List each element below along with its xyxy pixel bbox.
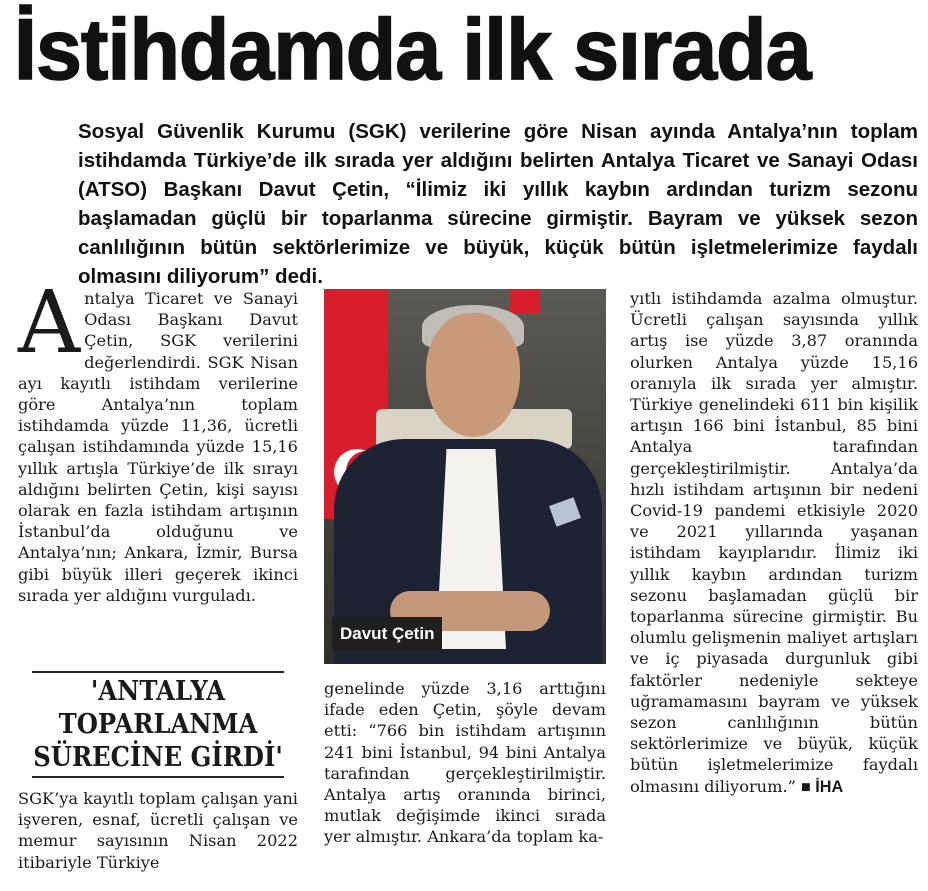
lead-paragraph: Sosyal Güvenlik Kurumu (SGK) verilerine göre Nisan ayında Antalya’nın toplam istihdamda Türkiye’de ilk sırada yer aldığını belirten Antalya Ticaret ve Sanayi Odası (ATSO) Başkanı Davut Çetin, “İlimiz iki yıllık kaybın ardından turizm sezonu başlamadan güçlü bir toparlanma sürecine girmiştir. Bayram ve yüksek sezon canlılığının bütün sektörlerimize ve büyük, küçük bütün işletmelerimize faydalı olmasını diliyorum” dedi.: [78, 120, 918, 288]
photo-caption: Davut Çetin: [332, 617, 442, 651]
subheading-text: 'ANTALYA TOPARLANMA SÜRECİNE GİRDİ': [33, 676, 283, 773]
face: [426, 313, 520, 437]
column-3-text: yıtlı istihdamda azalma olmuştur. Ücretli çalışan sayısında yıllık artış ise yüzde 3,87 oranında olurken Antalya yüzde 15,16 oranıyla ilk sırada yer almıştır. Türkiye genelindeki 611 bin kişilik artışın 166 bini İstanbul, 85 bini Antalya tarafından gerçekleştirilmiştir. Antalya’da hızlı istihdam artışının bir nedeni Covid-19 pandemi etkisiyle 2020 ve 2021 yıllarında yaşanan istihdam kayıplarıdır. İlimiz iki yıllık kaybın ardından turizm sezonu başlamadan güçlü bir toparlanma sürecine girmiştir. Bu olumlu gelişmenin maliyet artışları ve iç piyasada durgunluk gibi faktörler nedeniyle sekteye uğramamasını bayram ve yüksek sezon canlılığının bütün sektörlerimize ve büyük, küçük bütün işletmelerimize faydalı olmasını diliyorum.”: [630, 289, 918, 796]
portrait-photo: [324, 289, 606, 664]
flag-detail: [510, 289, 540, 313]
column-1-text: ntalya Ticaret ve Sanayi Odası Başkanı Davut Çetin, SGK verilerini değerlendirdi. SGK Nisan ayı kayıtlı istihdam verilerine göre Antalya’nın toplam istihdamda yüzde 11,36, ücretli çalışan istihdamında yüzde 15,16 yıllık artışla Türkiye’de ilk sırayı aldığını belirten Çetin, kişi sayısı olarak en fazla istihdam artışının İstanbul’da olduğunu ve Antalya’nın; Ankara, İzmir, Bursa gibi büyük illeri geçerek ikinci sırada yer aldığını vurguladı.: [18, 289, 298, 605]
column-3: [630, 288, 918, 798]
agency-credit: ■ İHA: [801, 777, 844, 796]
drop-cap: A: [18, 273, 81, 373]
column-1-continued: SGK’ya kayıtlı toplam çalışan yani işveren, esnaf, ücretli çalışan ve memur sayısının Nisan 2022 itibariyle Türkiye: [18, 789, 298, 872]
column-1: [18, 273, 298, 606]
column-2: genelinde yüzde 3,16 arttığını ifade eden Çetin, şöyle devam etti: “766 bin istihdam artışının 241 bini İstanbul, 94 bini Antalya tarafından gerçekleştirilmiştir. Antalya artış oranında birinci, mutlak değişimde ikinci sırada yer almıştır. Ankara’da toplam ka-: [324, 679, 606, 847]
subheading: [32, 671, 284, 778]
headline: İstihdamda ilk sırada: [14, 2, 811, 98]
